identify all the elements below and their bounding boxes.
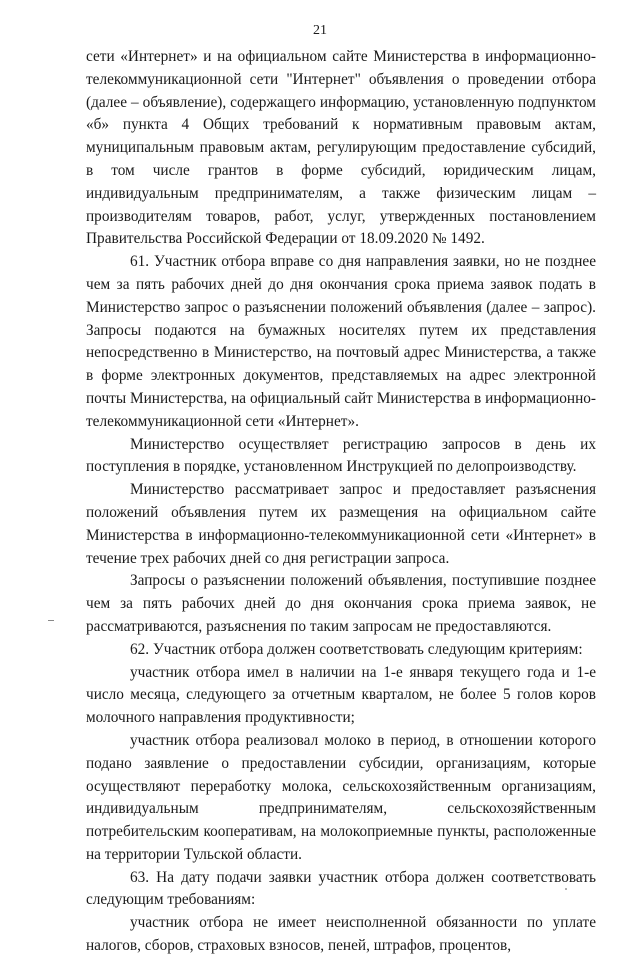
margin-mark: [48, 620, 54, 621]
paragraph-late-requests: Запросы о разъяснении положений объявления, поступившие позднее чем за пять рабочих дней до дня окончания срока приема заявок, не рассматриваются, разъяснения по таким запросам не предоставляются.: [86, 572, 596, 635]
paragraph-continuation: сети «Интернет» и на официальном сайте Министерства в информационно-телекоммуникационной сети "Интернет" объявления о проведении отбора (далее – объявление), содержащего информацию, установленную подпунктом «б» пункта 4 Общих требований к нормативным правовым актам, муниципальным правовым актам, регулирующим предоставление субсидий, в том числе грантов в форме субсидий, юридическим лицам, индивидуальным предпринимателям, а также физическим лицам – производителям товаров, работ, услуг, утвержденных постановлением Правительства Российской Федерации от 18.09.2020 № 1492.: [86, 48, 596, 248]
document-body: [86, 46, 596, 958]
scan-speck: [565, 888, 567, 890]
paragraph-criterion-cows: участник отбора имел в наличии на 1-е января текущего года и 1-е число месяца, следующего за отчетным кварталом, не более 5 голов коров молочного направления продуктивности;: [86, 663, 596, 727]
paragraph-62: 62. Участник отбора должен соответствовать следующим критериям:: [130, 640, 583, 658]
paragraph-63: 63. На дату подачи заявки участник отбора должен соответствовать следующим требованиям:: [86, 868, 596, 909]
paragraph-clarifications: Министерство рассматривает запрос и предоставляет разъяснения положений объявления путем их размещения на официальном сайте Министерства в информационно-телекоммуникационной сети «Интернет» в течение трех рабочих дней со дня регистрации запроса.: [86, 481, 596, 567]
page-number: 21: [313, 23, 327, 38]
paragraph-criterion-milk: участник отбора реализовал молоко в период, в отношении которого подано заявление о предоставлении субсидии, организациям, которые осуществляют переработку молока, сельскохозяйственным организациям, индивидуальным предпринимателям, сельскохозяйственным потребительским кооперативам, на молокоприемные пункты, расположенные на территории Тульской области.: [86, 731, 596, 863]
paragraph-61: 61. Участник отбора вправе со дня направления заявки, но не позднее чем за пять рабочих дней до дня окончания срока приема заявок подать в Министерство запрос о разъяснении положений объявления (далее – запрос). Запросы подаются на бумажных носителях путем их представления непосредственно в Министерство, на почтовый адрес Министерства, а также в форме электронных документов, представляемых на адрес электронной почты Министерства, на официальный сайт Министерства в информационно-телекоммуникационной сети «Интернет».: [86, 253, 596, 430]
paragraph-registration: Министерство осуществляет регистрацию запросов в день их поступления в порядке, установленном Инструкцией по делопроизводству.: [86, 435, 596, 476]
paragraph-requirement-taxes: участник отбора не имеет неисполненной обязанности по уплате налогов, сборов, страховых взносов, пеней, штрафов, процентов,: [86, 914, 596, 955]
